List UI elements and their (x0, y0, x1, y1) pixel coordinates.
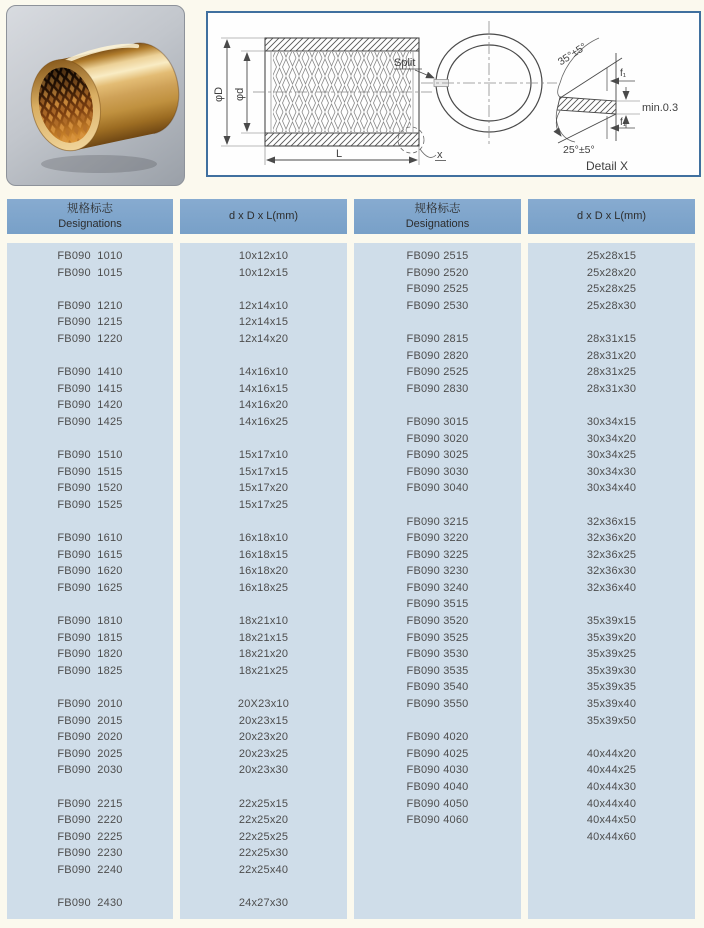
header-en: Designations (405, 217, 470, 230)
designation-cell: FB090 1610 (57, 532, 123, 545)
designation-cell: FB090 3515 (406, 598, 469, 611)
dimension-cell: 12x14x10 (238, 299, 289, 312)
dimension-cell: 28x31x25 (586, 366, 637, 379)
dimension-cell: 20x23x15 (238, 714, 289, 727)
column-designations-left (7, 243, 173, 919)
dimension-cell: 22x25x25 (238, 830, 289, 843)
dimension-cell: 28x31x20 (586, 349, 637, 362)
dimension-cell: 16x18x10 (238, 532, 289, 545)
designation-cell (7, 431, 173, 448)
designation-cell: FB090 3550 (406, 698, 469, 711)
dimension-cell: 32x36x25 (586, 548, 637, 561)
dimension-cell: 18x21x10 (238, 615, 289, 628)
dimension-cell: 20x23x20 (238, 731, 289, 744)
designation-cell: FB090 2020 (57, 731, 123, 744)
designation-cell: FB090 3520 (406, 615, 469, 628)
designation-cell (7, 679, 173, 696)
designation-cell: FB090 1810 (57, 615, 123, 628)
dimension-cell: 35x39x50 (586, 714, 637, 727)
designation-cell: FB090 1520 (57, 482, 123, 495)
dimension-cell (528, 497, 695, 514)
dimension-cell (180, 679, 347, 696)
dimension-cell: 35x39x20 (586, 631, 637, 644)
detail-caption: Detail X (586, 159, 629, 173)
designation-cell (354, 497, 521, 514)
designation-cell (7, 779, 173, 796)
detail-ref-label: x (437, 149, 443, 161)
designation-cell: FB090 1220 (57, 332, 123, 345)
designation-cell: FB090 1425 (57, 415, 123, 428)
dimension-cell: 35x39x35 (586, 681, 637, 694)
dimension-cell: 14x16x20 (238, 399, 289, 412)
dimension-cell: 15x17x10 (238, 449, 289, 462)
f1-bottom-label: f₁ (620, 117, 627, 128)
designation-cell: FB090 4020 (406, 731, 469, 744)
designation-cell: FB090 2430 (57, 897, 123, 910)
designation-cell: FB090 1625 (57, 581, 123, 594)
header-zh: 规格标志 (414, 202, 461, 215)
header-en: Designations (58, 217, 122, 230)
designation-cell: FB090 2015 (57, 714, 123, 727)
designation-cell (354, 862, 521, 879)
dimension-cell (528, 895, 695, 912)
dimension-cell: 14x16x25 (238, 415, 289, 428)
designation-cell: FB090 1415 (57, 382, 123, 395)
dimension-cell: 35x39x25 (586, 648, 637, 661)
bronze-bushing-image (7, 6, 184, 185)
designation-cell: FB090 3220 (406, 532, 469, 545)
technical-drawing (206, 11, 701, 177)
designation-cell: FB090 1515 (57, 465, 123, 478)
dimension-cell: 30x34x15 (586, 415, 637, 428)
angle-bottom-label: 25°±5° (563, 144, 595, 156)
designation-cell: FB090 1210 (57, 299, 123, 312)
designation-cell (7, 348, 173, 365)
dimension-cell: 10x12x10 (238, 250, 289, 262)
dimension-cell: 12x14x15 (238, 316, 289, 329)
column-dimensions-left (180, 243, 347, 919)
dimension-cell: 18x21x15 (238, 631, 289, 644)
designation-cell (7, 281, 173, 298)
dimension-cell: 30x34x20 (586, 432, 637, 445)
designation-cell: FB090 3215 (406, 515, 469, 528)
column-dimensions-right (528, 243, 695, 919)
designation-cell (354, 879, 521, 896)
designation-cell: FB090 3230 (406, 565, 469, 578)
designation-cell (354, 397, 521, 414)
dimension-cell: 18x21x25 (238, 664, 289, 677)
dimension-cell: 16x18x25 (238, 581, 289, 594)
dimension-cell: 30x34x30 (586, 465, 637, 478)
designation-cell: FB090 4025 (406, 747, 469, 760)
dimension-cell (528, 729, 695, 746)
dimension-cell: 20x23x25 (238, 747, 289, 760)
dimension-cell: 40x44x25 (586, 764, 637, 777)
dimension-cell: 40x44x60 (586, 830, 637, 843)
dimension-cell: 35x39x40 (586, 698, 637, 711)
designation-cell: FB090 3015 (406, 415, 469, 428)
designation-cell: FB090 2230 (57, 847, 123, 860)
designation-cell: FB090 3030 (406, 465, 469, 478)
dimension-cell (528, 879, 695, 896)
min-wall-label: min.0.3 (642, 102, 679, 114)
designation-cell: FB090 3020 (406, 432, 469, 445)
angle-top-label: 35°±5° (555, 40, 589, 69)
dimension-cell: 15x17x25 (238, 498, 289, 511)
dimension-cell: 32x36x15 (586, 515, 637, 528)
dimension-cell: 16x18x15 (238, 548, 289, 561)
designation-cell (354, 713, 521, 730)
detail-x-view (556, 38, 678, 173)
designation-cell: FB090 1525 (57, 498, 123, 511)
designation-cell (7, 514, 173, 531)
designation-cell (354, 314, 521, 331)
designation-cell: FB090 4050 (406, 797, 469, 810)
designation-cell: FB090 2515 (406, 250, 469, 262)
header-designations-left (7, 199, 173, 234)
designation-cell: FB090 3535 (406, 664, 469, 677)
dimension-cell: 20X23x10 (237, 698, 290, 711)
dimension-cell: 35x39x30 (586, 664, 637, 677)
dimension-cell: 22x25x20 (238, 814, 289, 827)
dimension-cell: 18x21x20 (238, 648, 289, 661)
designation-cell: FB090 3525 (406, 631, 469, 644)
designation-cell: FB090 1510 (57, 449, 123, 462)
designation-cell: FB090 1825 (57, 664, 123, 677)
split-label: Split (394, 57, 416, 69)
dimension-cell: 32x36x40 (586, 581, 637, 594)
designation-cell: FB090 2220 (57, 814, 123, 827)
designation-cell: FB090 2815 (406, 332, 469, 345)
dimension-cell (180, 431, 347, 448)
dimension-cell: 15x17x15 (238, 465, 289, 478)
dimension-cell: 22x25x30 (238, 847, 289, 860)
dimension-cell: 25x28x25 (586, 283, 637, 296)
designation-cell: FB090 1420 (57, 399, 123, 412)
phi-d-inner-label: φd (234, 87, 246, 101)
designation-cell: FB090 2030 (57, 764, 123, 777)
dimension-cell: 32x36x30 (586, 565, 637, 578)
designation-cell: FB090 2820 (406, 349, 469, 362)
designation-cell: FB090 3240 (406, 581, 469, 594)
dimension-cell (180, 596, 347, 613)
header-label: d x D x L(mm) (228, 210, 299, 223)
dimension-cell (180, 281, 347, 298)
designation-cell: FB090 2830 (406, 382, 469, 395)
dimension-cell: 14x16x15 (238, 382, 289, 395)
designation-cell: FB090 1215 (57, 316, 123, 329)
designation-cell (7, 596, 173, 613)
header-designations-right (354, 199, 521, 234)
designation-cell (354, 829, 521, 846)
dimension-cell (528, 596, 695, 613)
designation-cell: FB090 2525 (406, 366, 469, 379)
dimension-cell: 28x31x15 (586, 332, 637, 345)
designation-cell (7, 879, 173, 896)
dimension-cell (180, 348, 347, 365)
designation-cell: FB090 3540 (406, 681, 469, 694)
dimension-cell: 22x25x15 (238, 797, 289, 810)
designation-cell: FB090 2525 (406, 283, 469, 296)
designation-cell: FB090 1015 (57, 266, 123, 279)
dimension-cell: 30x34x25 (586, 449, 637, 462)
designation-cell: FB090 2520 (406, 266, 469, 279)
product-photo (6, 5, 185, 186)
designation-cell: FB090 3225 (406, 548, 469, 561)
dimension-cell: 15x17x20 (238, 482, 289, 495)
designation-cell: FB090 1615 (57, 548, 123, 561)
designation-cell: FB090 3040 (406, 482, 469, 495)
dimension-cell: 30x34x40 (586, 482, 637, 495)
header-dimensions-left (180, 199, 347, 234)
dimension-cell: 12x14x20 (238, 332, 289, 345)
dimension-cell: 40x44x20 (586, 747, 637, 760)
header-label: d x D x L(mm) (576, 210, 647, 223)
designation-cell: FB090 4030 (406, 764, 469, 777)
designation-cell: FB090 2010 (57, 698, 123, 711)
dimension-cell (180, 879, 347, 896)
phi-d-outer-label: φD (213, 86, 225, 102)
header-zh: 规格标志 (67, 202, 113, 215)
dimension-cell: 40x44x30 (586, 781, 637, 793)
dimension-cell (528, 397, 695, 414)
designation-cell: FB090 1410 (57, 366, 123, 379)
designation-cell: FB090 1620 (57, 565, 123, 578)
dimension-cell: 35x39x15 (586, 615, 637, 628)
designation-cell: FB090 3530 (406, 648, 469, 661)
dimension-cell (528, 314, 695, 331)
designation-cell: FB090 1010 (57, 250, 123, 262)
designation-cell: FB090 2240 (57, 863, 123, 876)
dimension-cell (180, 514, 347, 531)
dimension-cell: 40x44x40 (586, 797, 637, 810)
dimension-cell: 25x28x15 (586, 250, 637, 262)
dimension-cell (180, 779, 347, 796)
dimension-cell (528, 862, 695, 879)
dimension-cell: 14x16x10 (238, 366, 289, 379)
drawing-svg (208, 13, 699, 175)
dimension-cell: 40x44x50 (586, 814, 637, 827)
dimension-cell: 28x31x30 (586, 382, 637, 395)
dimension-cell: 10x12x15 (238, 266, 289, 279)
designation-cell (354, 845, 521, 862)
f1-top-label: f₁ (620, 68, 627, 79)
designation-cell: FB090 2530 (406, 299, 469, 312)
designation-cell: FB090 1815 (57, 631, 123, 644)
header-dimensions-right (528, 199, 695, 234)
dimension-cell: 22x25x40 (238, 863, 289, 876)
designation-cell: FB090 2225 (57, 830, 123, 843)
column-designations-right (354, 243, 521, 919)
designation-cell: FB090 4040 (406, 781, 469, 793)
dimension-cell: 20x23x30 (238, 764, 289, 777)
dimension-cell: 24x27x30 (238, 897, 289, 910)
dimension-cell: 25x28x30 (586, 299, 637, 312)
dimension-cell: 25x28x20 (586, 266, 637, 279)
designation-cell: FB090 2215 (57, 797, 123, 810)
dimension-cell (528, 845, 695, 862)
designation-cell: FB090 2025 (57, 747, 123, 760)
designation-cell (354, 895, 521, 912)
designation-cell: FB090 3025 (406, 449, 469, 462)
length-label: L (335, 148, 343, 160)
designation-cell: FB090 1820 (57, 648, 123, 661)
designation-cell: FB090 4060 (406, 814, 469, 827)
dimension-cell: 32x36x20 (586, 532, 637, 545)
dimension-cell: 16x18x20 (238, 565, 289, 578)
